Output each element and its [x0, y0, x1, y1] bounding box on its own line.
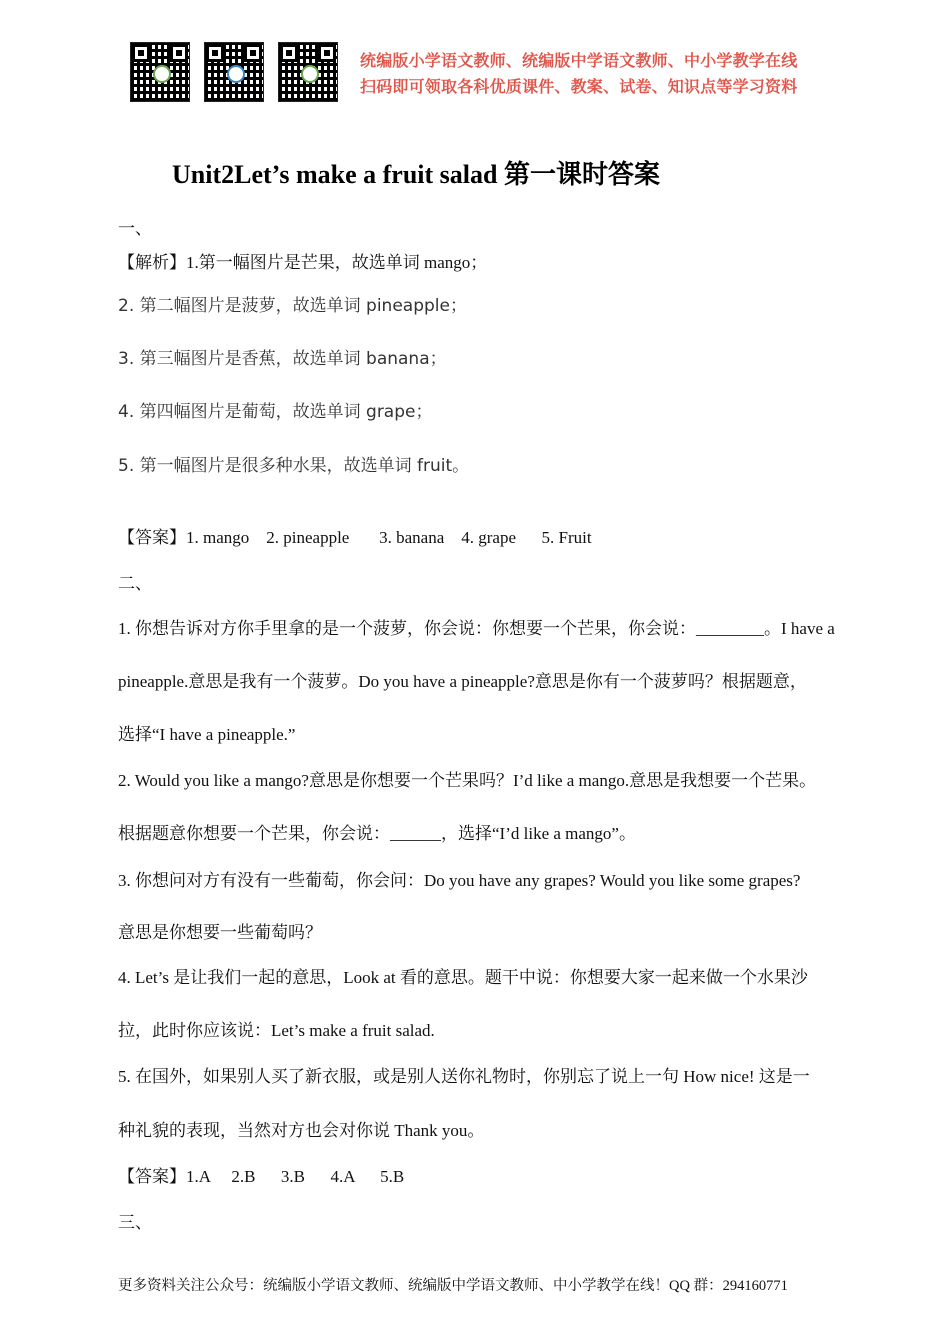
qr-code-icon[interactable]	[278, 42, 338, 102]
header-line-2: 扫码即可领取各科优质课件、教案、试卷、知识点等学习资料	[360, 77, 798, 96]
section2-line: 4. Let’s 是让我们一起的意思，Look at 看的意思。题干中说：你想要大家一起来做一个水果沙	[118, 968, 808, 987]
section1-item: 5. 第一幅图片是很多种水果，故选单词 fruit。	[118, 456, 470, 476]
section1-item: 3. 第三幅图片是香蕉，故选单词 banana；	[118, 349, 447, 369]
section2-line: 5. 在国外，如果别人买了新衣服，或是别人送你礼物时，你别忘了说上一句 How nice! 这是一	[118, 1067, 810, 1086]
section3-heading: 三、	[118, 1213, 152, 1232]
section1-item: 4. 第四幅图片是葡萄，故选单词 grape；	[118, 402, 433, 422]
section1-answer: 【答案】1. mango 2. pineapple 3. banana 4. grape 5. Fruit	[118, 528, 592, 547]
section2-line: 意思是你想要一些葡萄吗？	[118, 923, 322, 942]
section1-heading: 一、	[118, 219, 152, 238]
header-line-1: 统编版小学语文教师、统编版中学语文教师、中小学教学在线	[360, 51, 798, 70]
section2-line: 3. 你想问对方有没有一些葡萄，你会问：Do you have any grapes? Would you like some grapes?	[118, 871, 801, 890]
section2-line: 种礼貌的表现，当然对方也会对你说 Thank you。	[118, 1121, 485, 1140]
section2-line: 拉，此时你应该说：Let’s make a fruit salad.	[118, 1021, 435, 1040]
page-footer: 更多资料关注公众号：统编版小学语文教师、统编版中学语文教师、中小学教学在线！QQ 群：294160771	[118, 1278, 788, 1294]
section2-line: 1. 你想告诉对方你手里拿的是一个菠萝，你会说：你想要一个芒果，你会说：________。I have a	[118, 619, 835, 638]
section2-line: 选择“I have a pineapple.”	[118, 725, 296, 744]
section2-line: pineapple.意思是我有一个菠萝。Do you have a pineapple?意思是你有一个菠萝吗？根据题意，	[118, 672, 807, 691]
page-title: Unit2Let’s make a fruit salad 第一课时答案	[172, 160, 660, 189]
section2-answer: 【答案】1.A 2.B 3.B 4.A 5.B	[118, 1167, 405, 1186]
qr-code-icon[interactable]	[130, 42, 190, 102]
section1-analysis: 【解析】1.第一幅图片是芒果，故选单词 mango；	[118, 253, 488, 272]
section1-item: 2. 第二幅图片是菠萝，故选单词 pineapple；	[118, 296, 467, 316]
header-banner	[130, 42, 830, 104]
section2-line: 根据题意你想要一个芒果，你会说：______，选择“I’d like a mango”。	[118, 824, 636, 843]
section2-heading: 二、	[118, 574, 152, 593]
section2-line: 2. Would you like a mango?意思是你想要一个芒果吗？I’d like a mango.意思是我想要一个芒果。	[118, 771, 817, 790]
qr-code-icon[interactable]	[204, 42, 264, 102]
